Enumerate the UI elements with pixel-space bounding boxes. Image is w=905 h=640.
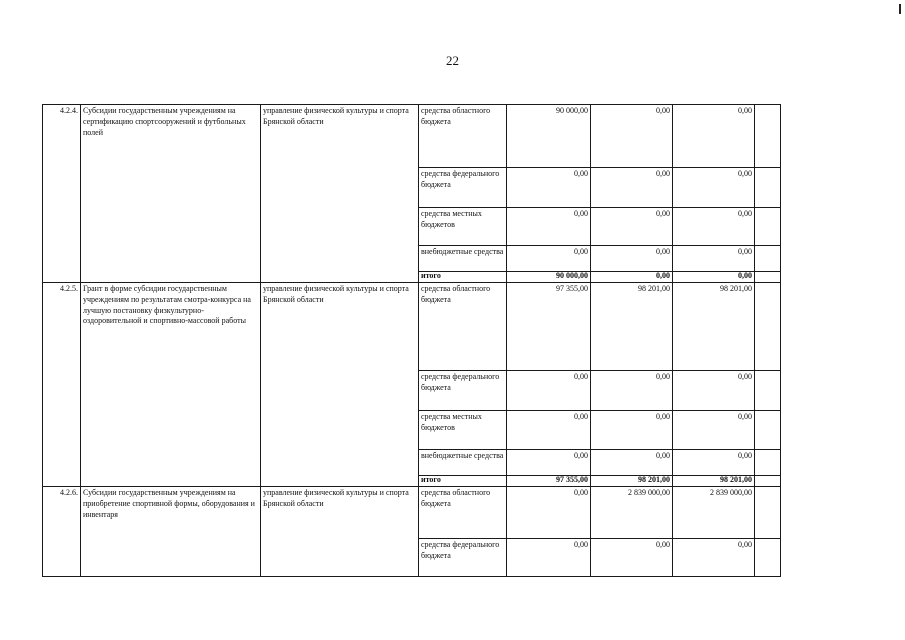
funding-source: средства областного бюджета [419, 283, 507, 371]
funding-source: средства федерального бюджета [419, 371, 507, 411]
funding-source-total: итого [419, 476, 507, 487]
value-cell: 0,00 [673, 411, 755, 450]
value-cell: 0,00 [507, 411, 591, 450]
value-cell: 0,00 [673, 105, 755, 168]
item-code: 4.2.6. [43, 487, 81, 577]
value-cell: 0,00 [673, 539, 755, 577]
value-cell: 0,00 [507, 168, 591, 208]
total-value-cell: 90 000,00 [507, 272, 591, 283]
value-cell: 0,00 [673, 168, 755, 208]
value-cell: 0,00 [591, 450, 673, 476]
item-executor: управление физической культуры и спорта Брянской области [261, 283, 419, 487]
total-value-cell: 0,00 [673, 272, 755, 283]
value-cell: 0,00 [591, 539, 673, 577]
empty-cell [755, 487, 781, 539]
value-cell: 0,00 [507, 450, 591, 476]
funding-source: средства федерального бюджета [419, 539, 507, 577]
funding-source: средства местных бюджетов [419, 208, 507, 246]
funding-source: внебюджетные средства [419, 246, 507, 272]
value-cell: 0,00 [591, 246, 673, 272]
table-row [43, 487, 781, 539]
value-cell: 0,00 [507, 539, 591, 577]
funding-source-total: итого [419, 272, 507, 283]
value-cell: 0,00 [507, 246, 591, 272]
value-cell: 0,00 [507, 371, 591, 411]
value-cell: 0,00 [673, 371, 755, 411]
value-cell: 98 201,00 [673, 283, 755, 371]
item-executor: управление физической культуры и спорта Брянской области [261, 105, 419, 283]
item-name: Субсидии государственным учреждениям на приобретение спортивной формы, оборудования и инвентаря [81, 487, 261, 577]
table-row [43, 283, 781, 371]
value-cell: 0,00 [673, 208, 755, 246]
value-cell: 98 201,00 [591, 283, 673, 371]
empty-cell [755, 272, 781, 283]
value-cell: 0,00 [507, 208, 591, 246]
empty-cell [755, 539, 781, 577]
item-executor: управление физической культуры и спорта Брянской области [261, 487, 419, 577]
empty-cell [755, 105, 781, 168]
value-cell: 0,00 [591, 411, 673, 450]
item-code: 4.2.5. [43, 283, 81, 487]
value-cell: 0,00 [507, 487, 591, 539]
funding-source: внебюджетные средства [419, 450, 507, 476]
table-row [43, 105, 781, 168]
value-cell: 90 000,00 [507, 105, 591, 168]
total-value-cell: 98 201,00 [591, 476, 673, 487]
item-code: 4.2.4. [43, 105, 81, 283]
total-value-cell: 97 355,00 [507, 476, 591, 487]
empty-cell [755, 283, 781, 371]
scan-edge-mark [899, 4, 901, 14]
value-cell: 2 839 000,00 [591, 487, 673, 539]
value-cell: 0,00 [591, 208, 673, 246]
empty-cell [755, 371, 781, 411]
value-cell: 0,00 [673, 246, 755, 272]
total-value-cell: 98 201,00 [673, 476, 755, 487]
value-cell: 2 839 000,00 [673, 487, 755, 539]
empty-cell [755, 208, 781, 246]
empty-cell [755, 476, 781, 487]
funding-source: средства областного бюджета [419, 487, 507, 539]
funding-source: средства федерального бюджета [419, 168, 507, 208]
value-cell: 0,00 [591, 168, 673, 208]
value-cell: 0,00 [591, 371, 673, 411]
value-cell: 0,00 [673, 450, 755, 476]
item-name: Субсидии государственным учреждениям на сертификацию спортсооружений и футбольных полей [81, 105, 261, 283]
empty-cell [755, 450, 781, 476]
item-name: Грант в форме субсидии государственным учреждениям по результатам смотра-конкурса на лучшую постановку физкультурно-оздоровительной и спортивно-массовой работы [81, 283, 261, 487]
funding-source: средства местных бюджетов [419, 411, 507, 450]
empty-cell [755, 168, 781, 208]
page-number: 22 [446, 53, 459, 68]
empty-cell [755, 246, 781, 272]
total-value-cell: 0,00 [591, 272, 673, 283]
value-cell: 0,00 [591, 105, 673, 168]
value-cell: 97 355,00 [507, 283, 591, 371]
program-funding-table [42, 104, 781, 577]
empty-cell [755, 411, 781, 450]
funding-source: средства областного бюджета [419, 105, 507, 168]
